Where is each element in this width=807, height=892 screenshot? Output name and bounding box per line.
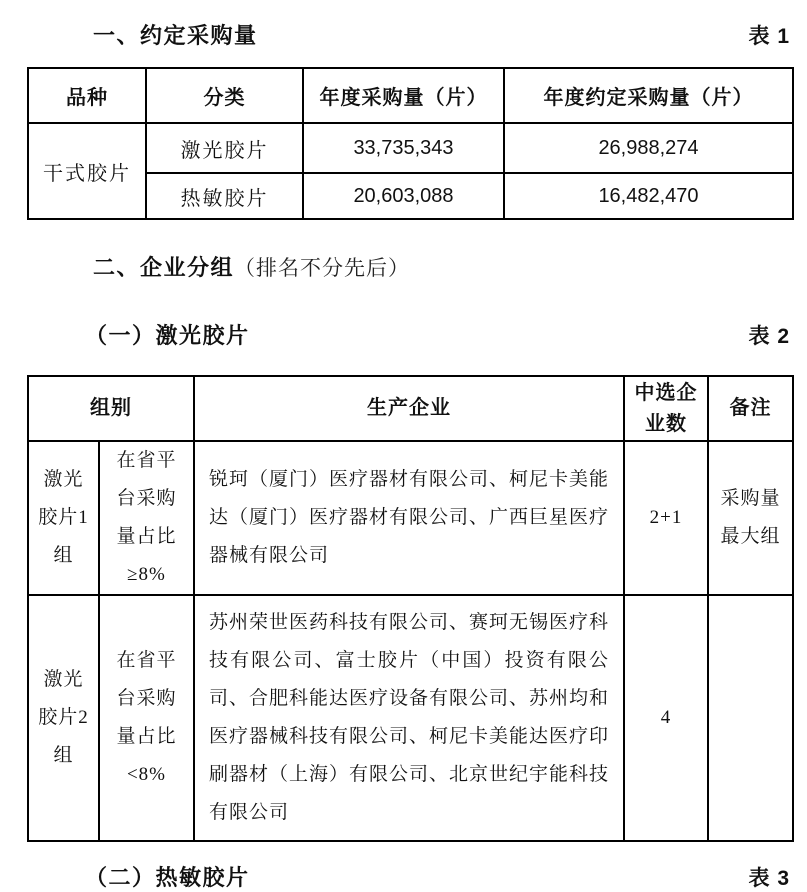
- table2-cell-remarks: [708, 595, 793, 841]
- table3-tag: 表 3: [748, 867, 790, 890]
- table2-header-manufacturers: 生产企业: [194, 376, 624, 441]
- section2-heading-group: [93, 252, 410, 282]
- subsection2-heading: （二）热敏胶片: [85, 865, 250, 890]
- section2-heading: 二、企业分组: [93, 255, 235, 280]
- table2-cell-group-name: 激光胶片2组: [28, 595, 99, 841]
- table2-header-remarks: 备注: [708, 376, 793, 441]
- table1-header-variety: 品种: [28, 68, 146, 123]
- table1-cell-annual-volume: 20,603,088: [303, 173, 504, 219]
- section2-heading-row: [0, 252, 807, 282]
- table2-header-selected-count: 中选企业数: [624, 376, 708, 441]
- table2-row-group2: [28, 595, 793, 841]
- table2-cell-manufacturers: 锐珂（厦门）医疗器材有限公司、柯尼卡美能达（厦门）医疗器材有限公司、广西巨星医疗器械有限公司: [194, 441, 624, 595]
- table1-cell-agreed-volume: 16,482,470: [504, 173, 793, 219]
- table1-header-agreed-volume: 年度约定采购量（片）: [504, 68, 793, 123]
- table2-cell-remarks: 采购量最大组: [708, 441, 793, 595]
- table2-cell-group-name: 激光胶片1组: [28, 441, 99, 595]
- table2-header-group: 组别: [28, 376, 194, 441]
- table1-header-row: [28, 68, 793, 123]
- subsection2-heading-row: [0, 862, 807, 892]
- table1-cell-category: 激光胶片: [146, 123, 303, 173]
- table1-header-annual-volume: 年度采购量（片）: [303, 68, 504, 123]
- table1-cell-agreed-volume: 26,988,274: [504, 123, 793, 173]
- subsection1-heading: （一）激光胶片: [85, 323, 250, 348]
- section1-heading-row: [0, 20, 807, 50]
- table2-header-row: [28, 376, 793, 441]
- table2-cell-selected-count: 4: [624, 595, 708, 841]
- table1-cell-variety: 干式胶片: [28, 123, 146, 219]
- table2-cell-manufacturers: 苏州荣世医药科技有限公司、赛珂无锡医疗科技有限公司、富士胶片（中国）投资有限公司、合肥科能达医疗设备有限公司、苏州均和医疗器械科技有限公司、柯尼卡美能达医疗印刷器材（上海）有限公司、北京世纪宇能科技有限公司: [194, 595, 624, 841]
- table1-tag: 表 1: [748, 25, 790, 48]
- table2-tag: 表 2: [748, 325, 790, 348]
- table1-row-laser: [28, 123, 793, 173]
- table1-header-category: 分类: [146, 68, 303, 123]
- section2-heading-note: （排名不分先后）: [234, 256, 411, 280]
- table1-cell-category: 热敏胶片: [146, 173, 303, 219]
- subsection1-heading-row: [0, 320, 807, 350]
- table2-row-group1: [28, 441, 793, 595]
- table1-cell-annual-volume: 33,735,343: [303, 123, 504, 173]
- laser-film-grouping-table: [27, 375, 794, 842]
- table2-cell-group-criteria: 在省平台采购量占比≥8%: [99, 441, 194, 595]
- agreed-procurement-table: [27, 67, 794, 220]
- table2-cell-group-criteria: 在省平台采购量占比<8%: [99, 595, 194, 841]
- section1-heading: 一、约定采购量: [93, 23, 258, 48]
- table2-cell-selected-count: 2+1: [624, 441, 708, 595]
